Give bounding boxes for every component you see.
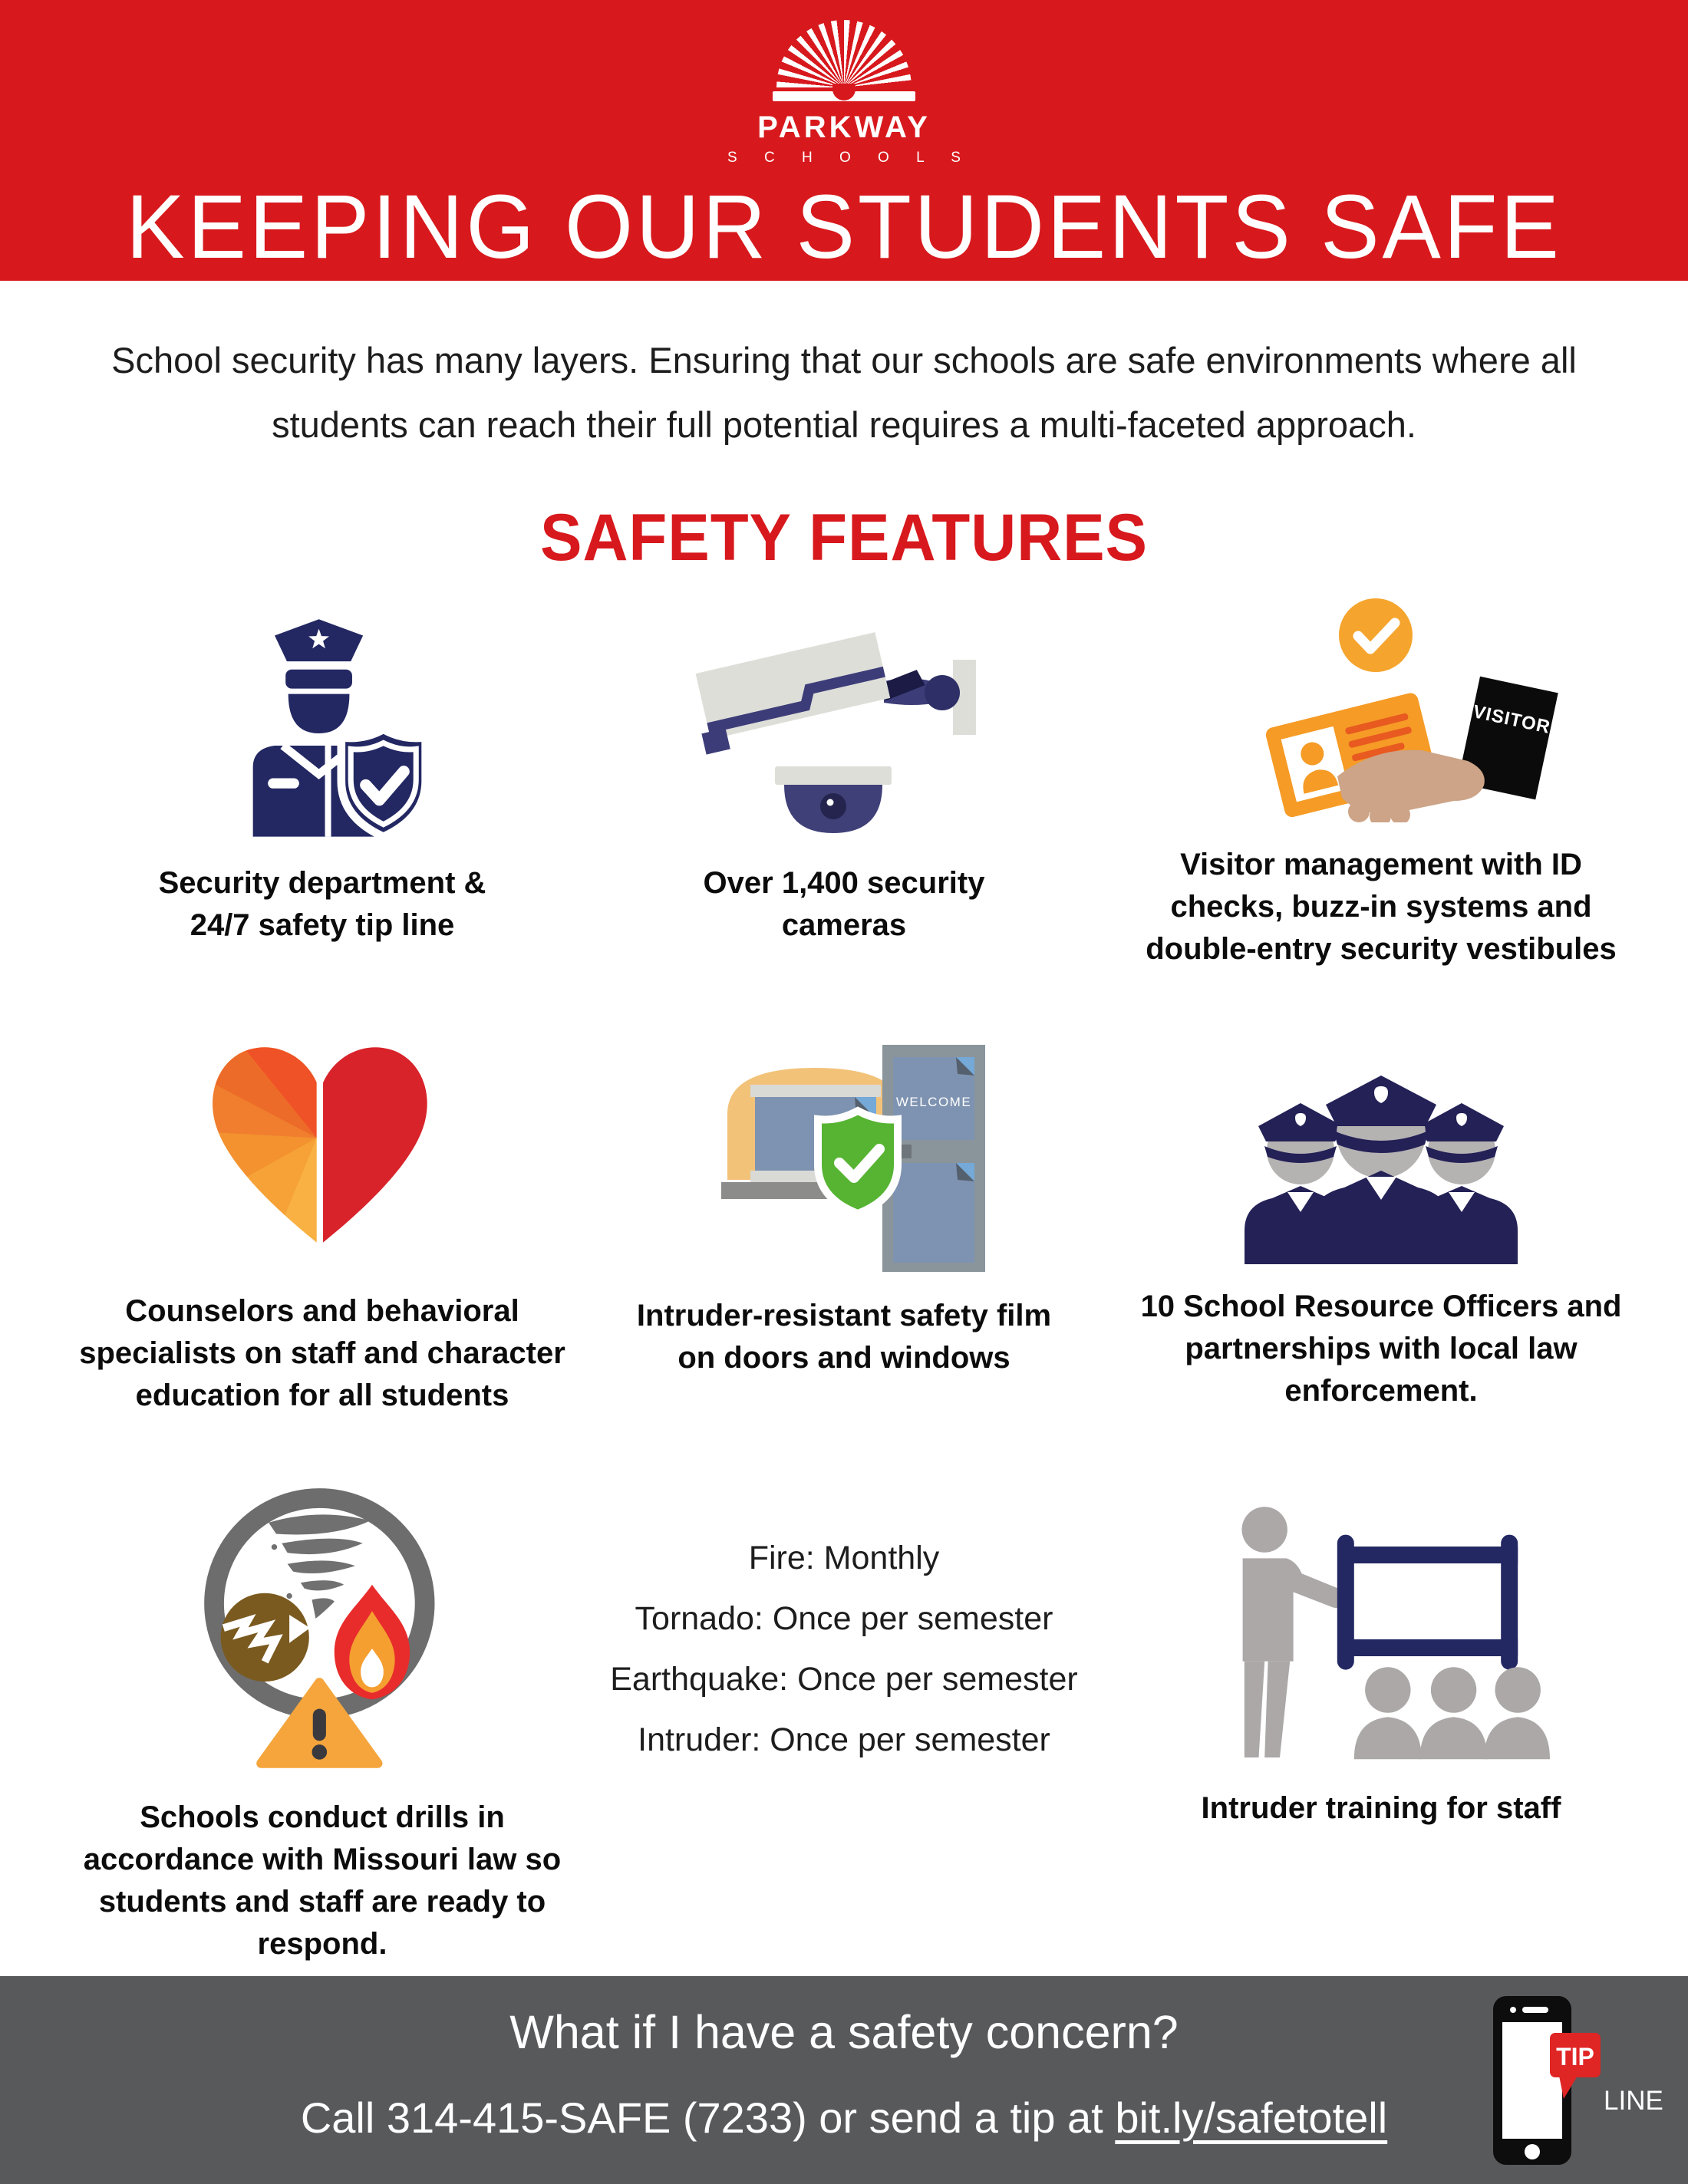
drill-schedule-list (545, 1528, 1143, 1771)
feature-caption: Visitor management with ID checks, buzz-in systems and double-entry security vestibules (1146, 848, 1617, 966)
feature-caption: Security department & 24/7 safety tip line (158, 866, 486, 942)
tip-bubble-label: TIP (1556, 2043, 1594, 2070)
line-label: LINE (1604, 2086, 1663, 2116)
emergency-drills-icon (31, 1467, 614, 1775)
door-welcome-label: WELCOME (895, 1095, 972, 1109)
logo-sub-text: S C H O O L S (727, 150, 972, 166)
staff-training-icon (1120, 1481, 1642, 1766)
feature-caption: Intruder-resistant safety film on doors and windows (636, 1299, 1052, 1375)
drill-schedule-item: Earthquake: Once per semester (610, 1661, 1078, 1698)
logo-brand-text: PARKWAY (757, 110, 931, 144)
security-cameras-icon (606, 597, 1082, 841)
feature-caption: Counselors and behavioral specialists on staff and character education for all students (79, 1294, 565, 1412)
police-officers-group-icon (1113, 1020, 1650, 1264)
visitor-id-badge-icon (1113, 592, 1650, 822)
feature-intruder-training (1120, 1481, 1642, 1830)
police-officer-with-shield-icon (46, 597, 598, 841)
section-heading: SAFETY FEATURES (539, 501, 1149, 575)
footer-cta (0, 2093, 1688, 2143)
footer-question: What if I have a safety concern? (509, 2006, 1179, 2058)
sunburst-book-logo-icon (776, 20, 912, 87)
feature-security-cameras (606, 597, 1082, 947)
feature-resource-officers (1113, 1020, 1650, 1412)
drill-schedule-item: Fire: Monthly (748, 1540, 940, 1576)
parkway-schools-logo (0, 20, 1688, 166)
drill-schedule-item: Tornado: Once per semester (635, 1600, 1053, 1637)
feature-caption: 10 School Resource Officers and partnerships with local law enforcement. (1140, 1290, 1622, 1408)
page-title: KEEPING OUR STUDENTS SAFE (126, 176, 1562, 278)
feature-caption: Schools conduct drills in accordance with Missouri law so students and staff are ready to respond. (83, 1800, 562, 1961)
footer-banner (0, 1976, 1688, 2184)
footer-cta-prefix: Call 314-415-SAFE (7233) or send a tip at (300, 2093, 1116, 2142)
feature-caption: Intruder training for staff (1201, 1791, 1561, 1825)
open-book-logo-icon (773, 91, 915, 101)
visitor-badge-label: VISITOR (1471, 701, 1553, 738)
tip-line-phone-icon[interactable] (1487, 1993, 1671, 2172)
feature-security-department (46, 597, 598, 947)
feature-safety-film (591, 1010, 1097, 1379)
intro-paragraph: School security has many layers. Ensuring that our schools are safe environments where all students can reach their full potential requires a multi-faceted approach. (111, 340, 1577, 445)
feature-drills (31, 1467, 614, 1965)
feature-caption: Over 1,400 security cameras (703, 866, 985, 942)
feature-visitor-management (1113, 592, 1650, 970)
drill-schedule-item: Intruder: Once per semester (638, 1721, 1050, 1758)
safety-film-door-icon (591, 1010, 1097, 1273)
feature-counselors (46, 1014, 598, 1417)
header-banner (0, 0, 1688, 281)
heart-icon (46, 1014, 598, 1269)
tip-link[interactable]: bit.ly/safetotell (1115, 2093, 1388, 2142)
